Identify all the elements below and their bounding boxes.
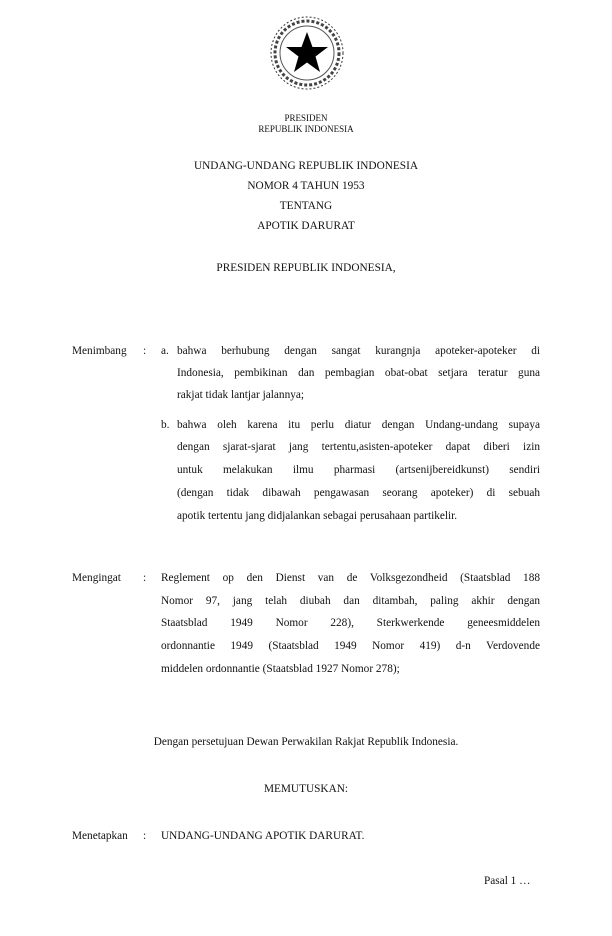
mengingat-label: Mengingat — [72, 572, 121, 584]
next-page-reference: Pasal 1 … — [484, 875, 531, 887]
text-line: Nomor 97, jang telah diubah dan ditambah, paling akhir dengan — [161, 595, 540, 607]
text-line: Reglement op den Dienst van de Volksgezondheid (Staatsblad 188 — [161, 572, 540, 584]
text-line: (dengan tidak dibawah pengawasan seorang apoteker) di sebuah — [177, 487, 540, 499]
menetapkan-text: UNDANG-UNDANG APOTIK DARURAT. — [161, 830, 365, 842]
colon: : — [143, 572, 147, 584]
text-line: apotik tertentu jang didjalankan sebagai perusahaan partikelir. — [177, 510, 458, 522]
text-line: rakjat tidak lantjar jalannya; — [177, 389, 305, 401]
office-line-2: REPUBLIK INDONESIA — [258, 124, 354, 134]
colon: : — [143, 830, 147, 842]
text-line: ordonnantie 1949 (Staatsblad 1949 Nomor 419) d-n Verdovende — [161, 640, 540, 652]
text-line: dengan sjarat-sjarat jang tertentu,asisten-apoteker dapat diberi izin — [177, 441, 540, 453]
menimbang-label: Menimbang — [72, 345, 127, 357]
title-line-3: TENTANG — [279, 200, 333, 212]
title-line-2: NOMOR 4 TAHUN 1953 — [247, 180, 365, 192]
title-line-4: APOTIK DARURAT — [257, 220, 355, 232]
item-marker: b. — [161, 419, 170, 431]
menetapkan-label: Menetapkan — [72, 830, 128, 842]
star-emblem-icon — [268, 14, 346, 92]
memutuskan-heading: MEMUTUSKAN: — [263, 783, 349, 795]
title-line-1: UNDANG-UNDANG REPUBLIK INDONESIA — [193, 160, 419, 172]
text-line: middelen ordonnantie (Staatsblad 1927 Nomor 278); — [161, 663, 400, 675]
text-line: Indonesia, pembikinan dan pembagian obat-obat setjara teratur guna — [177, 367, 540, 379]
text-line: bahwa oleh karena itu perlu diatur dengan Undang-undang supaya — [177, 419, 540, 431]
text-line: bahwa berhubung dengan sangat kurangnja apoteker-apoteker di — [177, 345, 540, 357]
colon: : — [143, 345, 147, 357]
opening-statement: PRESIDEN REPUBLIK INDONESIA, — [216, 262, 396, 274]
persetujuan-statement: Dengan persetujuan Dewan Perwakilan Rakjat Republik Indonesia. — [153, 736, 459, 748]
text-line: Staatsblad 1949 Nomor 228), Sterkwerkende geneesmiddelen — [161, 617, 540, 629]
item-marker: a. — [161, 345, 169, 357]
text-line: untuk melakukan ilmu pharmasi (artsenijbereidkunst) sendiri — [177, 464, 540, 476]
office-line-1: PRESIDEN — [284, 113, 328, 123]
